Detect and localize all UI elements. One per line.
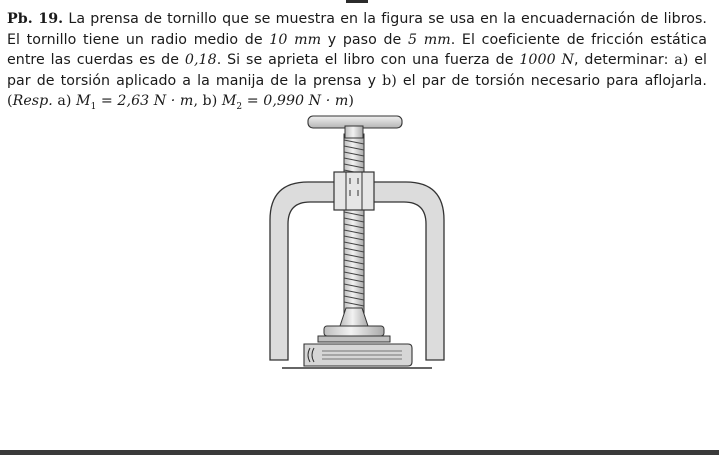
text-segment-6: el par de torsión aplicado a la manija de la prensa y [7,52,707,89]
top-edge-mark [346,0,368,3]
answer-open-paren: ( [7,93,13,110]
bottom-rule [0,450,719,455]
text-segment-5: , determinar: [574,52,675,69]
answer-a-label: a) [52,93,77,110]
text-segment-7: el par de torsión necesario para aflojarla. [396,72,707,89]
m1-subscript: 1 [90,102,97,113]
part-a-label: a) [674,52,689,69]
m2-value: = 0,990 N · m [242,93,349,110]
text-segment-4: . Si se aprieta el libro con una fuerza de [216,52,520,69]
m1-symbol: M [76,93,91,110]
problem-statement [7,9,707,118]
text-segment-2: y paso de [321,31,408,48]
part-b-label: b) [382,72,397,89]
radius-value: 10 mm [269,31,322,48]
book [304,344,412,366]
screw-press-illustration [262,112,452,380]
friction-value: 0,18 [184,52,217,69]
force-value: 1000 N [519,52,574,69]
screw-press-figure [262,112,452,380]
text-segment-3: . El coeficiente de fricción estática entre las cuerdas es de [7,31,707,69]
threaded-screw [344,134,364,330]
answer-close-paren: ) [348,93,354,110]
t-handle [308,116,402,138]
m2-subscript: 2 [236,102,243,113]
pitch-value: 5 mm [407,31,451,48]
m2-symbol: M [221,93,237,110]
pressing-plate [318,308,390,342]
text-segment-1: La prensa de tornillo que se muestra en la figura se usa en la encuadernación de libros. El tornillo tiene un radio medio de [7,11,707,48]
m1-value: = 2,63 N · m [96,93,194,110]
problem-number: Pb. 19. [7,11,64,27]
answer-b-label: , b) [193,93,222,110]
resp-label: Resp. [12,93,53,110]
nut-block [334,172,374,210]
